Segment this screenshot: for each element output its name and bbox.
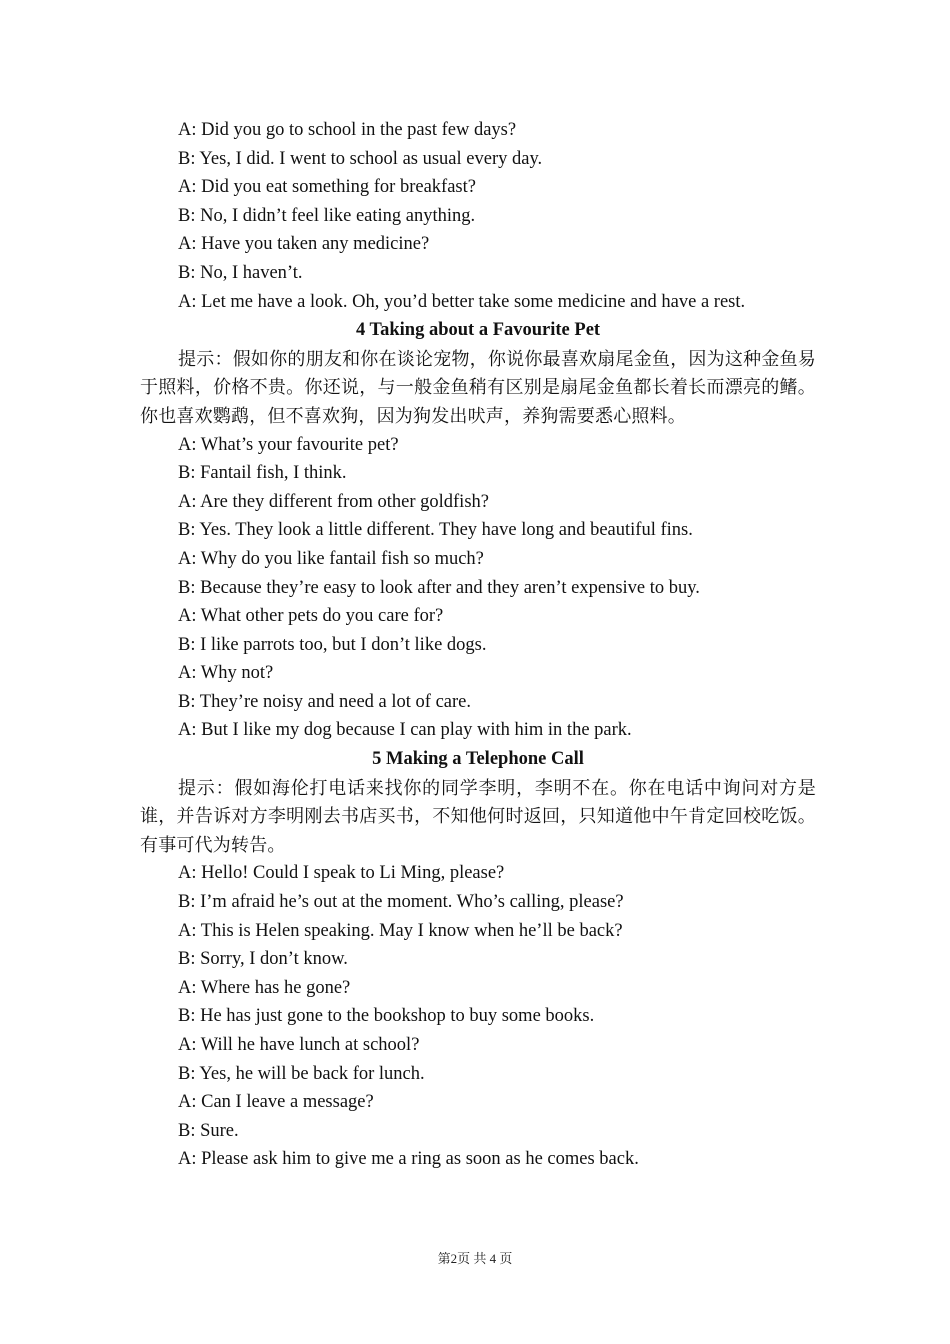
dialogue-line: B: Fantail fish, I think. <box>178 463 347 484</box>
dialogue-line: A: Can I leave a message? <box>178 1092 374 1113</box>
dialogue-line: B: I’m afraid he’s out at the moment. Who’s calling, please? <box>178 892 624 913</box>
dialogue-line: B: Sorry, I don’t know. <box>178 949 348 970</box>
dialogue-line: A: Why not? <box>178 663 274 684</box>
page-number-footer: 第2页 共 4 页 <box>437 1251 513 1266</box>
dialogue-line: A: Have you taken any medicine? <box>178 234 430 255</box>
section-4-prompt: 提示：假如你的朋友和你在谈论宠物，你说你最喜欢扇尾金鱼，因为这种金鱼易于照料，价格不贵。你还说，与一般金鱼稍有区别是扇尾金鱼都长着长而漂亮的鳍。你也喜欢鹦鹉，但不喜欢狗，因为狗发出吠声，养狗需要悉心照料。 <box>140 348 816 426</box>
dialogue-line: A: Why do you like fantail fish so much? <box>178 548 484 569</box>
dialogue-line: A: Are they different from other goldfish? <box>178 491 489 512</box>
dialogue-line: A: Hello! Could I speak to Li Ming, please? <box>178 863 505 884</box>
page-content <box>140 116 816 1174</box>
dialogue-line: A: But I like my dog because I can play with him in the park. <box>178 720 632 741</box>
section-5-prompt: 提示：假如海伦打电话来找你的同学李明，李明不在。你在电话中询问对方是谁，并告诉对方李明刚去书店买书，不知他何时返回，只知道他中午肯定回校吃饭。有事可代为转告。 <box>140 777 816 855</box>
section-5-dialogue <box>140 859 816 1174</box>
dialogue-line: B: No, I didn’t feel like eating anything. <box>178 205 476 226</box>
dialogue-line: A: This is Helen speaking. May I know when he’ll be back? <box>178 920 623 941</box>
dialogue-line: A: Will he have lunch at school? <box>178 1035 420 1055</box>
section-4-dialogue <box>140 431 816 746</box>
dialogue-line: B: Yes, he will be back for lunch. <box>178 1063 425 1084</box>
dialogue-line: B: No, I haven’t. <box>178 262 303 283</box>
dialogue-line: B: Yes, I did. I went to school as usual every day. <box>178 148 543 169</box>
section-5-title: 5 Making a Telephone Call <box>372 749 584 770</box>
dialogue-line: A: What other pets do you care for? <box>178 606 444 627</box>
dialogue-line: A: Did you go to school in the past few days? <box>178 120 517 140</box>
dialogue-line: B: Sure. <box>178 1120 239 1141</box>
dialogue-line: A: Please ask him to give me a ring as soon as he comes back. <box>178 1149 639 1170</box>
section-3-dialogue <box>140 116 816 316</box>
section-4-title: 4 Taking about a Favourite Pet <box>355 320 601 341</box>
dialogue-line: B: I like parrots too, but I don’t like dogs. <box>178 634 487 655</box>
dialogue-line: A: What’s your favourite pet? <box>178 434 399 455</box>
dialogue-line: A: Where has he gone? <box>178 977 351 998</box>
dialogue-line: A: Let me have a look. Oh, you’d better take some medicine and have a rest. <box>178 291 746 312</box>
dialogue-line: B: He has just gone to the bookshop to buy some books. <box>178 1006 595 1027</box>
dialogue-line: B: Because they’re easy to look after and they aren’t expensive to buy. <box>178 577 700 598</box>
dialogue-line: B: They’re noisy and need a lot of care. <box>178 691 471 712</box>
dialogue-line: B: Yes. They look a little different. They have long and beautiful fins. <box>178 520 693 541</box>
dialogue-line: A: Did you eat something for breakfast? <box>178 177 476 198</box>
